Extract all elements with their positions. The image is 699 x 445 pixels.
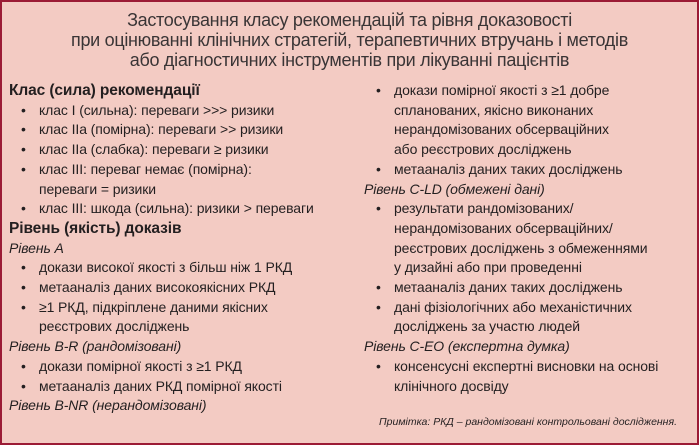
list-item: • докази помірної якості з ≥1 РКД <box>9 357 354 377</box>
list-item: • метааналіз даних таких досліджень <box>364 278 694 298</box>
list-item: • клас III: шкода (сильна): ризики > переваги <box>9 199 354 219</box>
list-item: • клас I (сильна): переваги >>> ризики <box>9 101 354 121</box>
list-item: • метааналіз даних РКД помірної якості <box>9 377 354 397</box>
footnote: Примітка: РКД – рандомізовані контрольовані дослідження. <box>379 416 677 428</box>
level-label: Рівень B-R (рандомізовані) <box>9 338 182 355</box>
level-label: Рівень C-LD (обмежені дані) <box>364 180 545 197</box>
panel-title <box>2 10 697 70</box>
list-item: • метааналіз даних високоякісних РКД <box>9 278 354 298</box>
list-item: • метааналіз даних таких досліджень <box>364 160 694 180</box>
list-item: • ≥1 РКД, підкріплене даними якісних реєстрових досліджень <box>9 298 279 337</box>
list-item: • докази високої якості з більш ніж 1 РКД <box>9 258 354 278</box>
list-item: • дані фізіологічних або механістичних досліджень за участю людей <box>364 298 664 337</box>
list-item: • результати рандомізованих/ нерандомізованих обсерваційних/ реєстрових досліджень з обмеженнями у дизайні або при проведенні <box>364 199 654 278</box>
list-item: • клас III: переваг немає (помірна): переваги = ризики <box>9 160 269 199</box>
level-label: Рівень А <box>9 239 64 256</box>
level-label: Рівень C-EO (експертна думка) <box>364 338 570 355</box>
level-heading: Рівень (якість) доказів <box>9 219 182 237</box>
title-line: при оцінюванні клінічних стратегій, терапевтичних втручань і методів <box>71 30 628 50</box>
list-item: • консенсусні експертні висновки на основі клінічного досвіду <box>364 357 694 396</box>
left-column <box>9 81 354 416</box>
list-item: • докази помірної якості з ≥1 добре спланованих, якісно виконаних нерандомізованих обсерваційних або реєстрових досліджень <box>364 81 614 160</box>
level-label: Рівень B-NR (нерандомізовані) <box>9 397 207 414</box>
list-item: • клас IIa (помірна): переваги >> ризики <box>9 120 354 140</box>
right-column <box>364 81 694 396</box>
list-item: • клас IIa (слабка): переваги ≥ ризики <box>9 140 354 160</box>
class-heading: Клас (сила) рекомендації <box>9 82 200 99</box>
title-line: Застосування класу рекомендацій та рівня доказовості <box>127 10 572 30</box>
title-line: або діагностичних інструментів при лікуванні пацієнтів <box>129 50 570 70</box>
